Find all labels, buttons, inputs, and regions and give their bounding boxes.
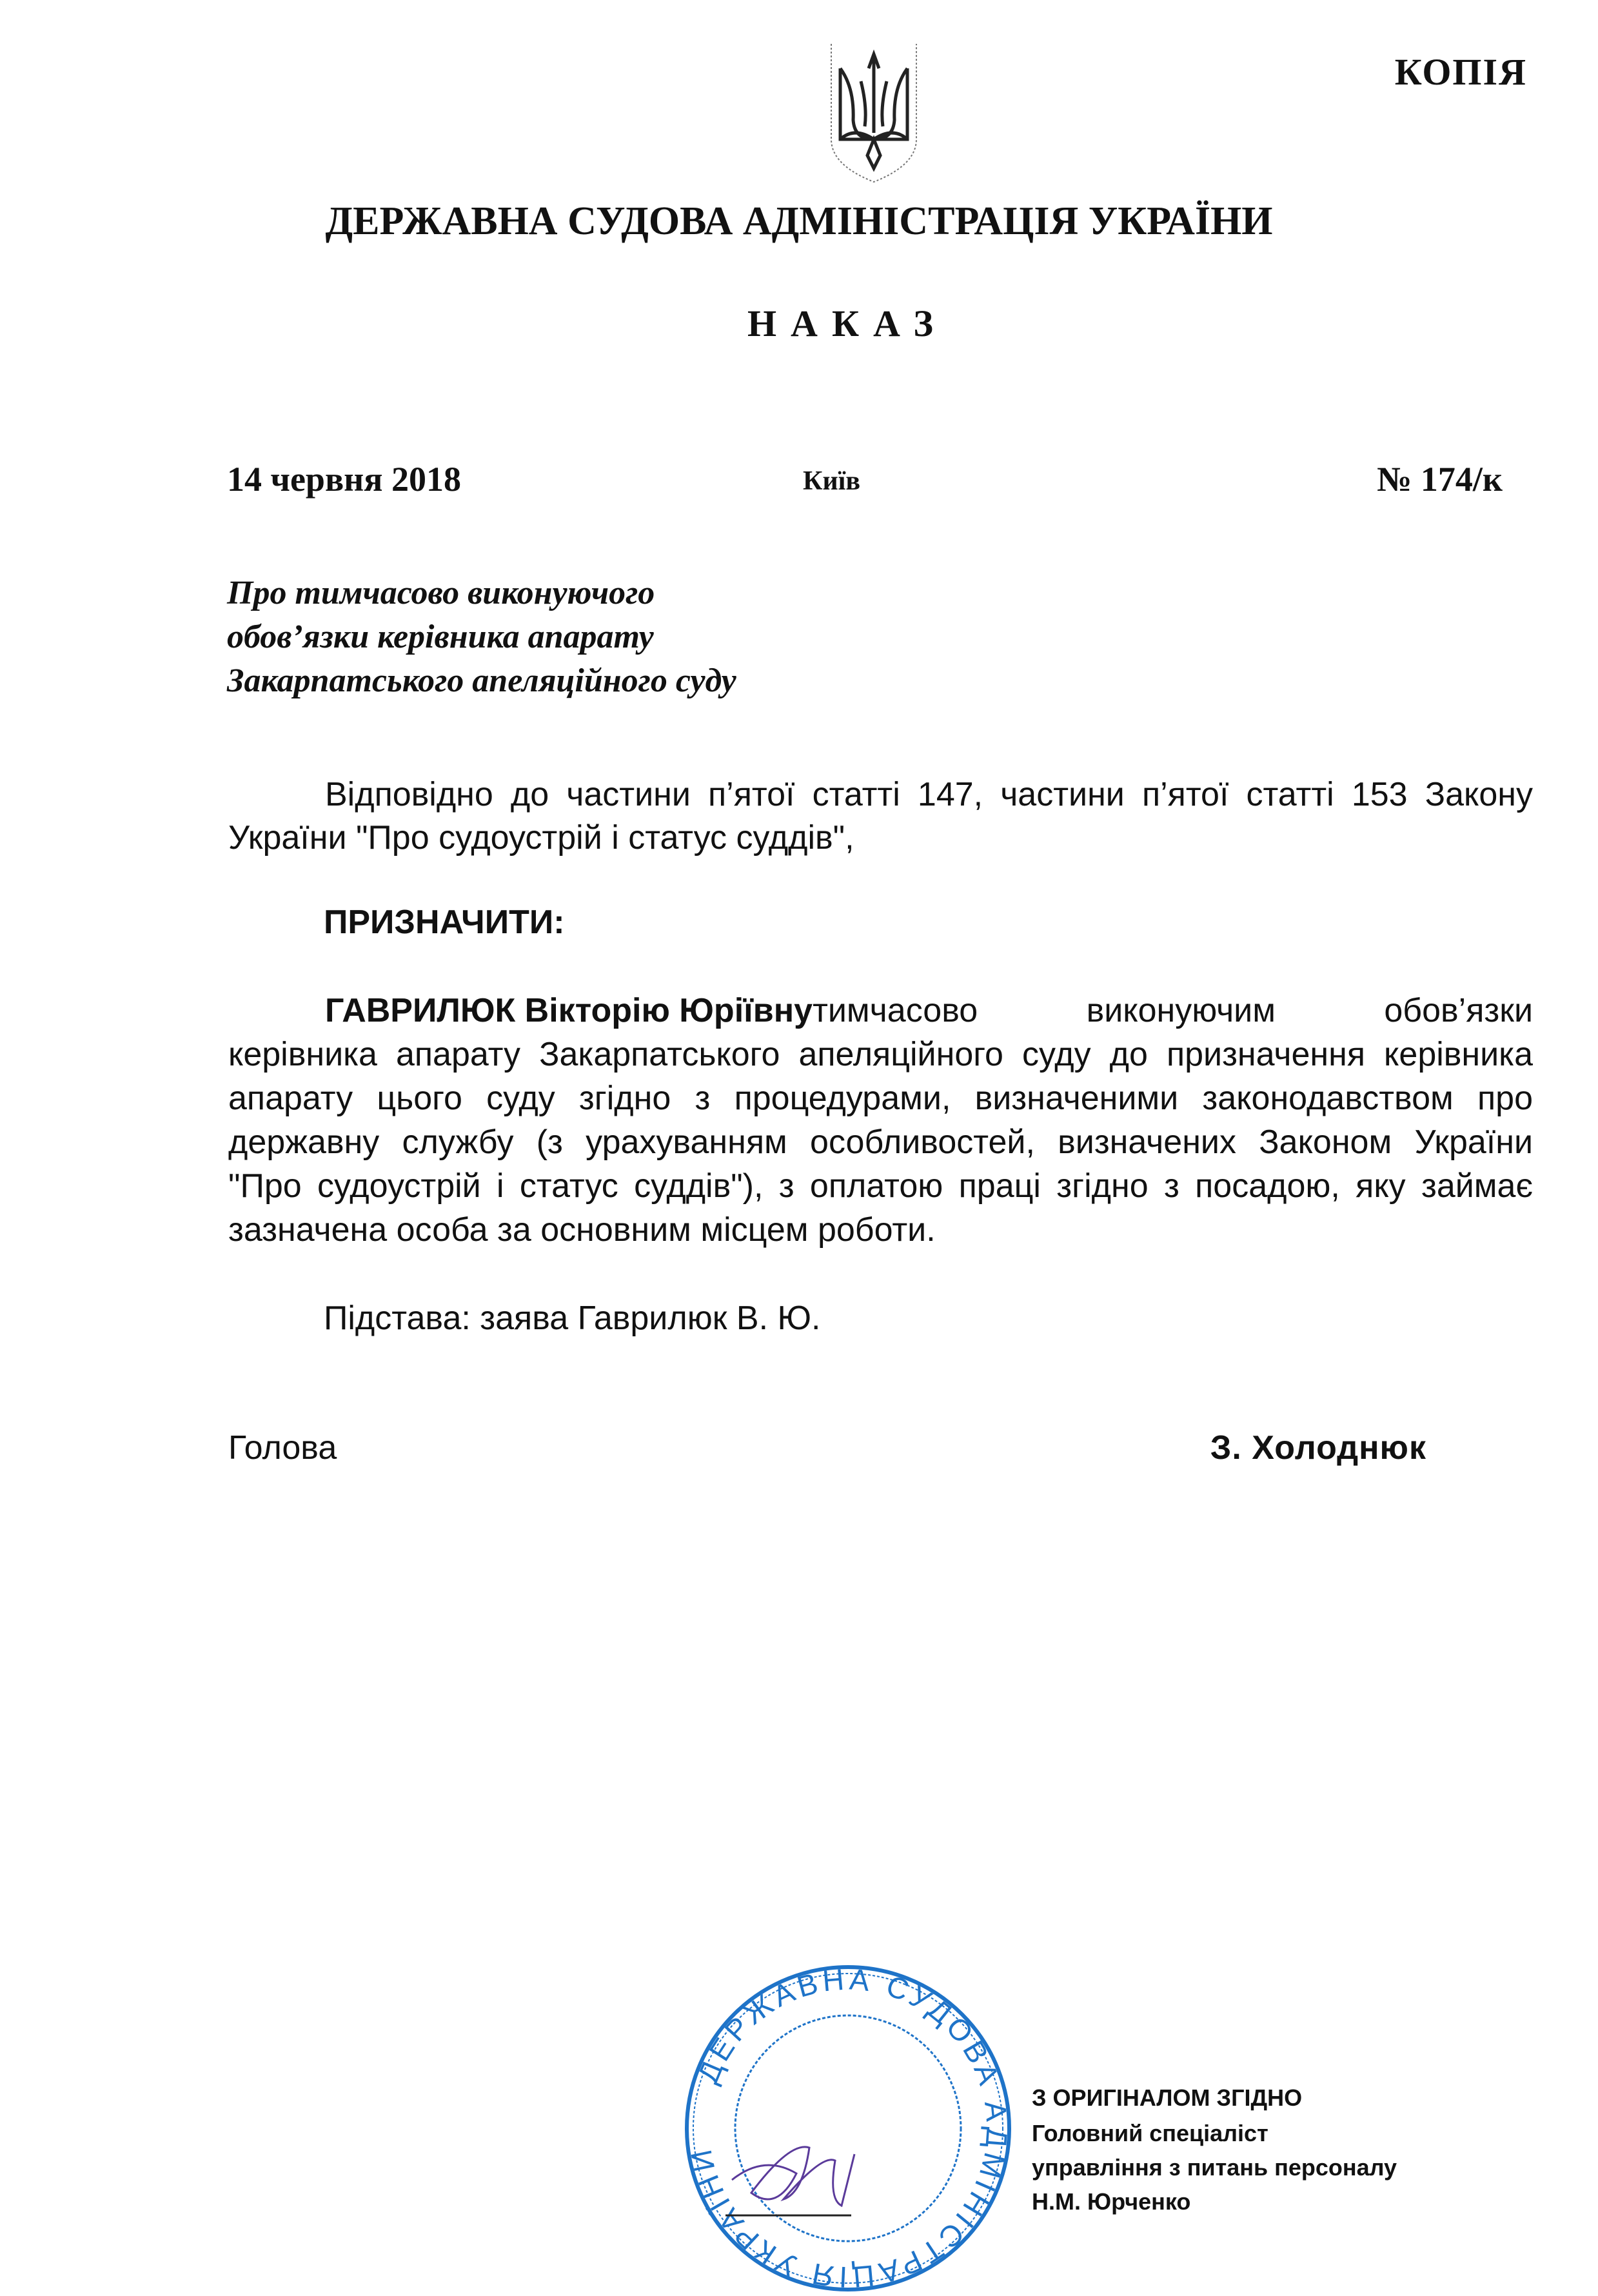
official-seal-stamp — [680, 1961, 1016, 2296]
appointment-line: керівника апарату Закарпатського апеляційного суду до призначення керівника — [228, 1036, 1533, 1073]
appointment-line: "Про судоустрій і статус суддів"), з оплатою праці згідно з посадою, яку займає — [228, 1167, 1533, 1205]
appointment-line: тимчасово виконуючим обов’язки — [813, 992, 1533, 1029]
svg-text:ДЕРЖАВНА СУДОВА АДМІНІСТРАЦІЯ: ДЕРЖАВНА СУДОВА АДМІНІСТРАЦІЯ УКРАЇНИ — [683, 1962, 1014, 2295]
certification-line: Н.М. Юрченко — [1032, 2188, 1191, 2215]
decision-heading: ПРИЗНАЧИТИ: — [324, 904, 565, 941]
basis-text: Підстава: заява Гаврилюк В. Ю. — [324, 1300, 821, 1337]
organization-title: ДЕРЖАВНА СУДОВА АДМІНІСТРАЦІЯ УКРАЇНИ — [325, 199, 1273, 243]
preamble-line: Відповідно до частини п’ятої статті 147, частини п’ятої статті 153 Закону — [325, 776, 1533, 813]
copy-mark: КОПІЯ — [1394, 51, 1527, 93]
certification-line: управління з питань персоналу — [1032, 2154, 1397, 2181]
appointee-name: ГАВРИЛЮК Вікторію Юріївну — [325, 992, 813, 1029]
signatory-name: З. Холоднюк — [1210, 1429, 1426, 1467]
document-date: 14 червня 2018 — [227, 460, 461, 499]
document-city: Київ — [803, 466, 861, 496]
appointment-first-line — [228, 991, 1533, 1030]
certification-line: З ОРИГІНАЛОМ ЗГІДНО — [1032, 2084, 1303, 2111]
appointment-line: державну службу (з урахуванням особливостей, визначених Законом України — [228, 1123, 1533, 1161]
signatory-title: Голова — [228, 1429, 337, 1467]
appointment-line: зазначена особа за основним місцем роботи. — [228, 1211, 936, 1249]
preamble-line: України "Про судоустрій і статус суддів", — [228, 819, 854, 856]
subject-line: Про тимчасово виконуючого — [227, 575, 655, 611]
subject-line: Закарпатського апеляційного суду — [227, 662, 736, 699]
document-type: НАКАЗ — [747, 302, 948, 344]
trident-emblem-icon — [829, 43, 919, 183]
certification-line: Головний спеціаліст — [1032, 2120, 1268, 2146]
subject-line: обов’язки керівника апарату — [227, 619, 654, 655]
appointment-line: апарату цього суду згідно з процедурами, визначеними законодавством про — [228, 1080, 1533, 1117]
document-number: № 174/к — [1377, 460, 1503, 499]
